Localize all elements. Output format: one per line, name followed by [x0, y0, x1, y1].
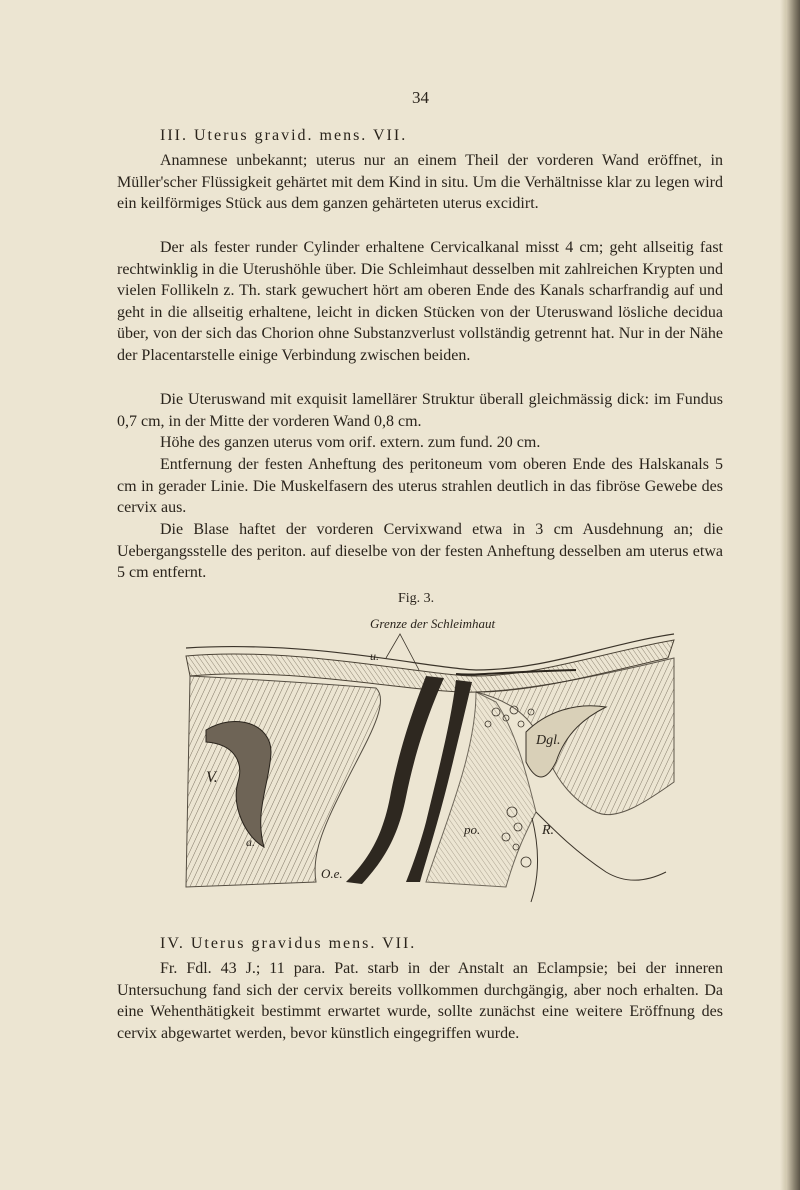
label-r: R. [542, 823, 555, 838]
r-inner-line [531, 818, 538, 902]
section-3-paragraph-2: Der als fester runder Cylinder erhaltene Cervicalkanal misst 4 cm; geht allseitig fast rechtwinklig in die Uterushöhle über. Die Schleimhaut desselben mit zahlreichen Krypten und vielen Follikeln z. Th. stark gewuchert hört am oberen Ende des Kanals scharfrandig auf und geht in die allseitig erhaltene, leicht in dicken Stücken von der Uteruswand lösliche decidua über, von der sich das Chorion ohne Substanzverlust vollständig getrennt hat. Nur in der Nähe der Placentarstelle einige Verbindung zwischen beiden. [117, 239, 723, 364]
section-3-paragraph-4: Höhe des ganzen uterus vom orif. extern. zum fund. 20 cm. [160, 434, 541, 451]
section-3-paragraph-5: Entfernung der festen Anheftung des peritoneum vom oberen Ende des Halskanals 5 cm in gerader Linie. Die Muskelfasern des uterus strahlen deutlich in das fibröse Gewebe des cervix aus. [117, 456, 723, 517]
section-3-paragraph-6: Die Blase haftet der vorderen Cervixwand etwa in 3 cm Ausdehnung an; die Uebergangsstelle des periton. auf dieselbe von der festen Anheftung desselben am uterus etwa 5 cm entfernt. [117, 521, 723, 582]
label-po: po. [464, 822, 481, 837]
section-4-heading: IV. Uterus gravidus mens. VII. [160, 935, 417, 952]
label-oe: O.e. [321, 866, 343, 881]
page-number: 34 [412, 88, 429, 107]
figure-label: Fig. 3. [398, 591, 435, 606]
r-outline [536, 812, 666, 880]
pointer-lines [386, 634, 419, 670]
anatomical-figure [176, 632, 676, 914]
figure-caption: Grenze der Schleimhaut [370, 616, 496, 631]
book-spine-edge [786, 0, 800, 1190]
label-a: a. [246, 835, 255, 849]
section-3-paragraph-3: Die Uteruswand mit exquisit lamellärer Struktur überall gleichmässig dick: im Fundus 0,7 cm, in der Mitte der vorderen Wand 0,8 cm. [117, 391, 723, 430]
label-dgl: Dgl. [536, 733, 561, 748]
label-v: V. [206, 769, 218, 786]
section-3-heading: III. Uterus gravid. mens. VII. [160, 127, 408, 144]
label-u: u. [370, 649, 379, 663]
section-3-paragraph-1: Anamnese unbekannt; uterus nur an einem Theil der vorderen Wand eröffnet, in Müller'scher Flüssigkeit gehärtet mit dem Kind in situ. Um die Verhältnisse klar zu legen wird ein keilförmiges Stück aus dem ganzen gehärteten uterus excidirt. [117, 152, 723, 213]
section-4-paragraph-1: Fr. Fdl. 43 J.; 11 para. Pat. starb in der Anstalt an Eclampsie; bei der inneren Untersuchung fand sich der cervix bereits vollkommen durchgängig, aber noch erhalten. Da eine Wehenthätigkeit bestimmt erwartet wurde, sollte zunächst eine weitere Eröffnung des cervix abgewartet werden, bevor künstlich eingegriffen wurde. [117, 960, 723, 1042]
